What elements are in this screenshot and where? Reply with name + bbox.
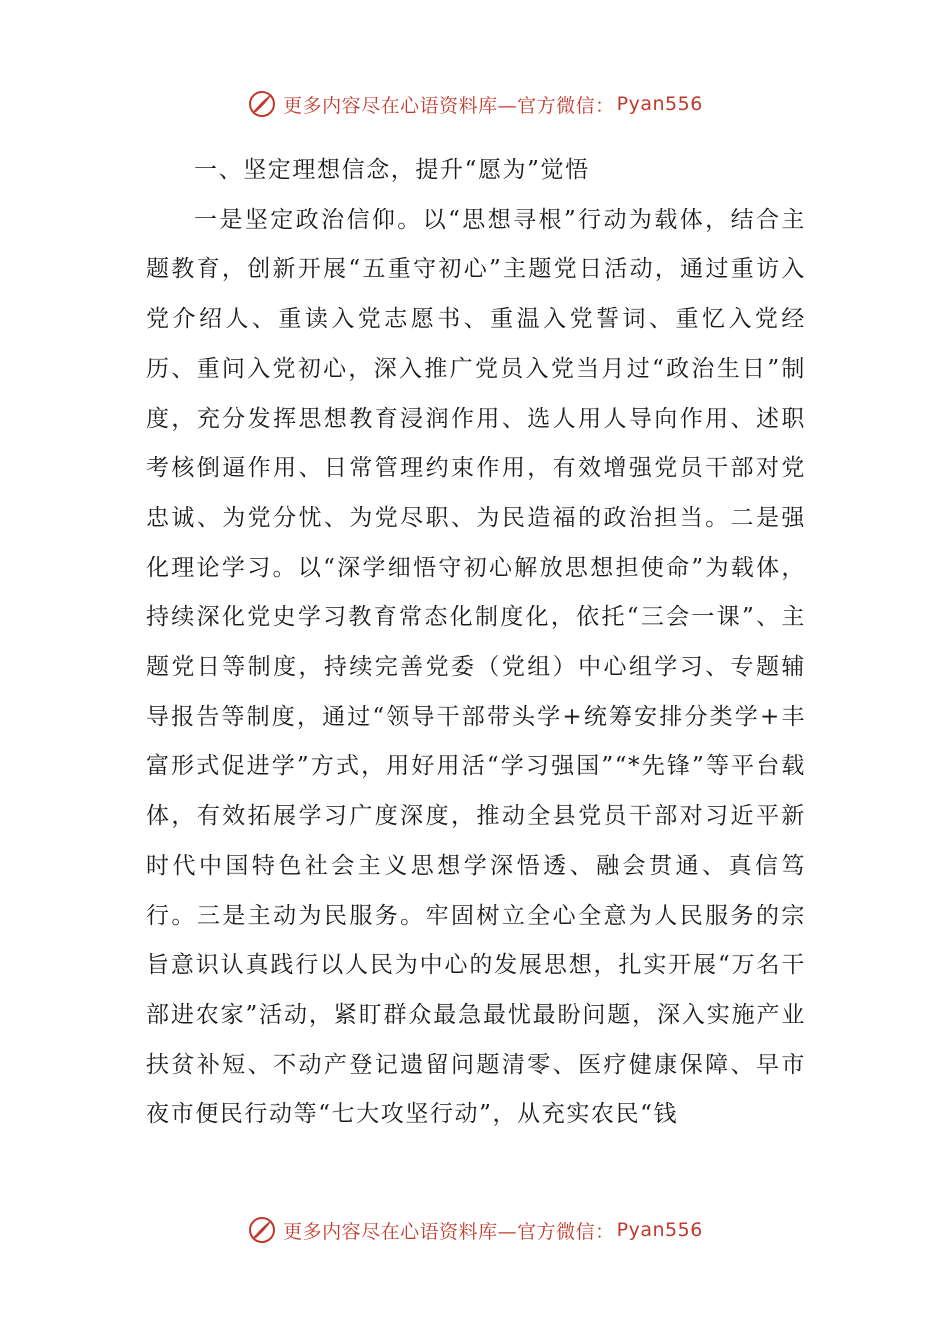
quill-seal-icon — [247, 89, 277, 119]
footer-watermark — [0, 1212, 950, 1248]
watermark-wechat-id: Pyan556 — [616, 1219, 703, 1241]
section-heading: 一、坚定理想信念，提升“愿为”觉悟 — [194, 157, 590, 183]
quill-seal-icon — [247, 1215, 277, 1245]
watermark-text: 更多内容尽在心语资料库—官方微信： — [283, 94, 615, 117]
document-body — [146, 146, 806, 1140]
watermark-wechat-id: Pyan556 — [616, 93, 703, 115]
header-watermark — [0, 86, 950, 122]
watermark-text: 更多内容尽在心语资料库—官方微信： — [283, 1220, 615, 1243]
body-paragraph: 一是坚定政治信仰。以“思想寻根”行动为载体，结合主题教育，创新开展“五重守初心”主题党日活动，通过重访入党介绍人、重读入党志愿书、重温入党誓词、重忆入党经历、重问入党初心，深入推广党员入党当月过“政治生日”制度，充分发挥思想教育浸润作用、选人用人导向作用、述职考核倒逼作用、日常管理约束作用，有效增强党员干部对党忠诚、为党分忧、为党尽职、为民造福的政治担当。二是强化理论学习。以“深学细悟守初心解放思想担使命”为载体，持续深化党史学习教育常态化制度化，依托“三会一课”、主题党日等制度，持续完善党委（党组）中心组学习、专题辅导报告等制度，通过“领导干部带头学+统筹安排分类学+丰富形式促进学”方式，用好用活“学习强国”“*先锋”等平台载体，有效拓展学习广度深度，推动全县党员干部对习近平新时代中国特色社会主义思想学深悟透、融会贯通、真信笃行。三是主动为民服务。牢固树立全心全意为人民服务的宗旨意识认真践行以人民为中心的发展思想，扎实开展“万名干部进农家”活动，紧盯群众最急最忧最盼问题，深入实施产业扶贫补短、不动产登记遗留问题清零、医疗健康保障、早市夜市便民行动等“七大攻坚行动”，从充实农民“钱 — [146, 206, 806, 1128]
